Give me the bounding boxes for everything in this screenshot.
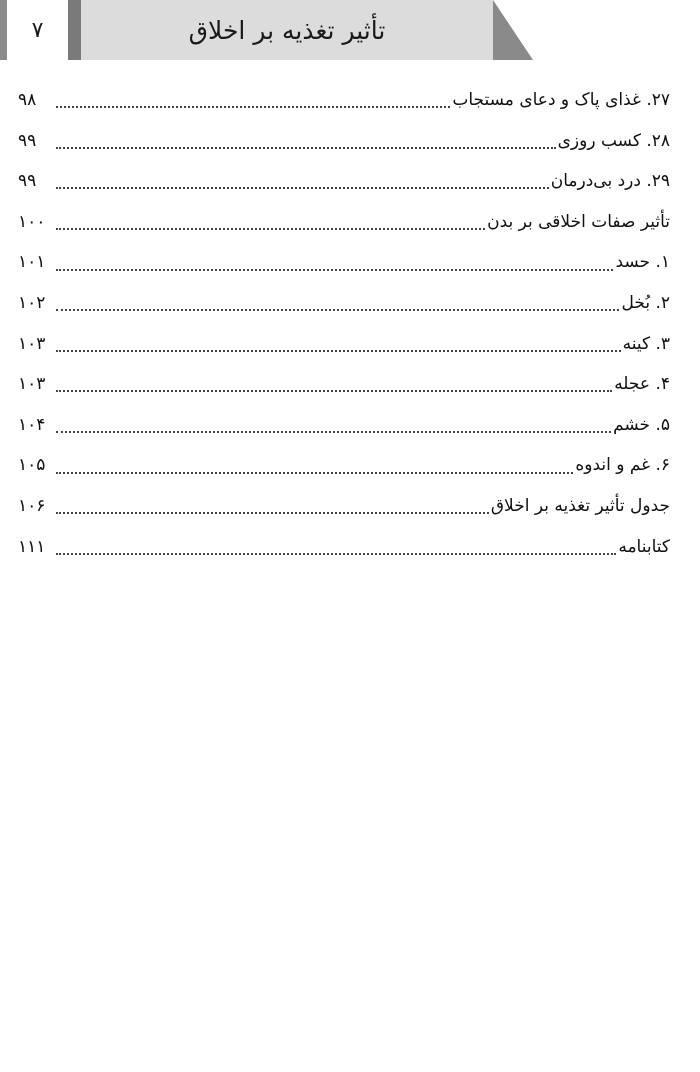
toc-entry-page: ۹۹ [18, 171, 37, 192]
running-title: تأثیر تغذیه بر اخلاق [188, 15, 386, 45]
toc-entry-title: ۶. غم و اندوه [575, 455, 670, 476]
toc-leader-dots [56, 472, 573, 474]
table-of-contents [18, 80, 670, 567]
header-corner-triangle [493, 0, 533, 60]
toc-leader-dots [56, 309, 619, 311]
toc-entry-page: ۱۰۰ [18, 211, 46, 232]
page-header [0, 0, 700, 60]
header-left-bar [0, 0, 7, 60]
toc-entry-title: ۲۹. درد بی‌درمان [550, 171, 670, 192]
toc-entry-page: ۹۹ [18, 130, 37, 151]
toc-entry-page: ۱۰۵ [18, 455, 46, 476]
toc-entry-page: ۱۱۱ [18, 536, 46, 557]
toc-entry-title: ۲. بُخل [621, 292, 670, 313]
toc-entry-title: ۲۷. غذای پاک و دعای مستجاب [452, 90, 670, 110]
toc-entry-title: ۳. کینه [622, 333, 670, 354]
running-title-banner [81, 0, 493, 60]
toc-entry-page: ۱۰۳ [18, 374, 46, 395]
toc-entry[interactable] [18, 161, 670, 202]
toc-entry-title: تأثیر صفات اخلاقی بر بدن [487, 211, 670, 232]
toc-entry-page: ۱۰۱ [18, 252, 46, 273]
toc-entry[interactable] [18, 202, 670, 243]
toc-leader-dots [56, 553, 616, 555]
toc-entry[interactable] [18, 121, 670, 162]
toc-leader-dots [56, 106, 450, 108]
toc-entry[interactable] [18, 283, 670, 324]
toc-entry[interactable] [18, 324, 670, 365]
toc-leader-dots [56, 350, 621, 352]
toc-leader-dots [56, 187, 549, 189]
toc-leader-dots [56, 390, 612, 392]
header-divider-bar [68, 0, 81, 60]
page-number: ۷ [7, 0, 68, 60]
toc-entry-title: ۲۸. کسب روزی [557, 130, 670, 151]
toc-entry[interactable] [18, 445, 670, 486]
toc-entry-title: کتابنامه [618, 536, 670, 557]
toc-entry-title: ۱. حسد [615, 252, 670, 273]
toc-entry-page: ۱۰۴ [18, 414, 46, 435]
toc-entry-title: ۵. خشم [613, 414, 670, 435]
toc-entry[interactable] [18, 527, 670, 568]
toc-entry-title: ۴. عجله [614, 374, 670, 395]
toc-leader-dots [56, 147, 556, 149]
toc-entry[interactable] [18, 405, 670, 446]
toc-leader-dots [56, 269, 613, 271]
toc-entry[interactable] [18, 364, 670, 405]
toc-entry-title: جدول تأثیر تغذیه بر اخلاق [490, 495, 670, 516]
toc-entry[interactable] [18, 486, 670, 527]
toc-entry[interactable] [18, 80, 670, 121]
toc-entry-page: ۱۰۳ [18, 333, 46, 354]
toc-leader-dots [56, 228, 485, 230]
toc-entry-page: ۱۰۶ [18, 495, 46, 516]
toc-entry[interactable] [18, 242, 670, 283]
toc-entry-page: ۱۰۲ [18, 292, 46, 313]
toc-entry-page: ۹۸ [18, 90, 37, 110]
toc-leader-dots [56, 512, 489, 514]
toc-leader-dots [56, 431, 611, 433]
